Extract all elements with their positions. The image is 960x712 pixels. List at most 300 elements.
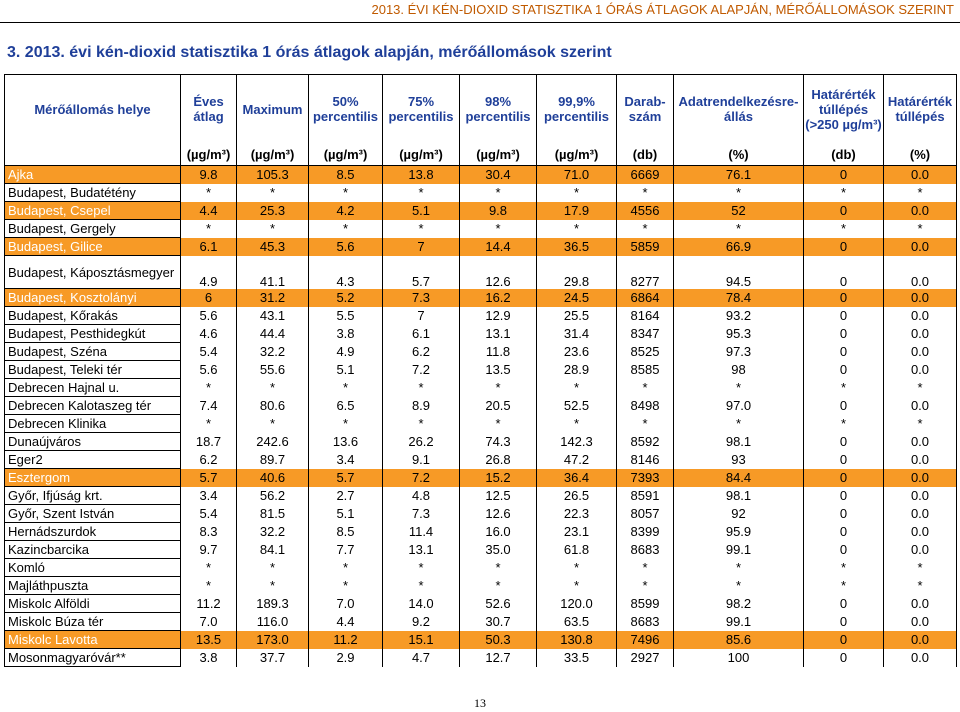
table-cell: 11.4 [383,523,460,541]
table-cell: 9.2 [383,613,460,631]
table-cell: * [237,220,309,238]
table-cell: 7.4 [181,397,237,415]
table-cell: 94.5 [674,256,804,289]
table-cell: 4.4 [181,202,237,220]
table-cell: * [617,184,674,202]
table-cell: 4.8 [383,487,460,505]
table-cell: 32.2 [237,343,309,361]
table-cell: 5.2 [309,289,383,307]
table-cell: 0 [804,433,884,451]
station-name: Budapest, Budatétény [5,184,181,202]
table-cell: * [309,415,383,433]
table-cell: 0.0 [884,256,957,289]
table-cell: 23.6 [537,343,617,361]
table-cell: 33.5 [537,649,617,667]
table-cell: 0 [804,469,884,487]
table-cell: 15.2 [460,469,537,487]
table-cell: * [309,577,383,595]
table-cell: 8683 [617,541,674,559]
table-cell: 7.7 [309,541,383,559]
table-cell: * [383,220,460,238]
table-cell: 7.3 [383,505,460,523]
table-cell: 5.1 [309,505,383,523]
table-cell: 8057 [617,505,674,523]
table-cell: 0.0 [884,631,957,649]
table-cell: * [537,577,617,595]
table-cell: 0 [804,307,884,325]
station-name: Majláthpuszta [5,577,181,595]
table-cell: 0 [804,256,884,289]
table-cell: 4.9 [309,343,383,361]
station-name: Mosonmagyaróvár** [5,649,181,667]
station-name: Budapest, Kőrakás [5,307,181,325]
table-cell: 85.6 [674,631,804,649]
table-cell: 50.3 [460,631,537,649]
table-cell: * [181,220,237,238]
table-row [5,649,957,667]
table-cell: 6.1 [181,238,237,256]
table-cell: 5.4 [181,343,237,361]
so2-statistics-table [4,74,957,667]
table-cell: * [181,379,237,397]
table-cell: 55.6 [237,361,309,379]
table-cell: 78.4 [674,289,804,307]
table-cell: 63.5 [537,613,617,631]
table-cell: 6.2 [181,451,237,469]
table-row [5,559,957,577]
table-cell: 8.5 [309,166,383,184]
station-name: Miskolc Lavotta [5,631,181,649]
table-cell: 95.9 [674,523,804,541]
table-cell: * [674,577,804,595]
table-cell: 9.8 [181,166,237,184]
table-cell: 0 [804,361,884,379]
table-cell: * [181,184,237,202]
table-cell: 0.0 [884,433,957,451]
table-cell: * [537,415,617,433]
table-cell: 5.1 [309,361,383,379]
table-row [5,202,957,220]
table-cell: 20.5 [460,397,537,415]
table-cell: 3.8 [181,649,237,667]
table-cell: 56.2 [237,487,309,505]
table-cell: 13.8 [383,166,460,184]
table-row [5,166,957,184]
station-name: Miskolc Búza tér [5,613,181,631]
table-cell: 5.7 [181,469,237,487]
table-cell: 0.0 [884,397,957,415]
table-cell: * [617,379,674,397]
table-cell: 0.0 [884,487,957,505]
table-cell: 47.2 [537,451,617,469]
table-cell: 36.4 [537,469,617,487]
table-cell: * [237,184,309,202]
table-cell: 2927 [617,649,674,667]
table-cell: 5.1 [383,202,460,220]
header-row-units [5,143,957,166]
table-cell: 0.0 [884,523,957,541]
table-cell: 84.4 [674,469,804,487]
table-cell: 7.0 [181,613,237,631]
col-header-p999: 99,9% percentilis [537,75,617,144]
table-cell: * [460,184,537,202]
table-cell: * [537,379,617,397]
table-cell: 130.8 [537,631,617,649]
table-cell: * [460,379,537,397]
table-cell: 0.0 [884,613,957,631]
table-cell: 81.5 [237,505,309,523]
table-row [5,451,957,469]
col-header-availability: Adatrendelkezésre-állás [674,75,804,144]
table-cell: 0.0 [884,202,957,220]
table-cell: 52.6 [460,595,537,613]
table-cell: 93.2 [674,307,804,325]
table-cell: 7393 [617,469,674,487]
table-cell: 8.5 [309,523,383,541]
station-name: Ajka [5,166,181,184]
table-cell: * [383,379,460,397]
table-cell: 12.7 [460,649,537,667]
table-cell: * [617,559,674,577]
station-name: Budapest, Kosztolányi [5,289,181,307]
table-cell: 8347 [617,325,674,343]
table-cell: 80.6 [237,397,309,415]
table-cell: 0 [804,631,884,649]
table-cell: 5.7 [309,469,383,487]
table-row [5,577,957,595]
table-row [5,505,957,523]
table-cell: * [884,577,957,595]
table-row [5,469,957,487]
table-cell: * [674,184,804,202]
station-name: Hernádszurdok [5,523,181,541]
table-cell: 6.1 [383,325,460,343]
table-cell: 120.0 [537,595,617,613]
header-row-labels [5,75,957,144]
table-cell: 8592 [617,433,674,451]
table-cell: * [237,559,309,577]
table-cell: 26.5 [537,487,617,505]
table-cell: 105.3 [237,166,309,184]
table-cell: 95.3 [674,325,804,343]
table-row [5,325,957,343]
table-cell: 0 [804,289,884,307]
table-cell: 25.3 [237,202,309,220]
table-cell: 0.0 [884,595,957,613]
col-header-maximum: Maximum [237,75,309,144]
station-name: Miskolc Alföldi [5,595,181,613]
table-cell: * [237,415,309,433]
table-row [5,184,957,202]
station-name: Budapest, Gergely [5,220,181,238]
table-row [5,220,957,238]
station-name: Budapest, Pesthidegkút [5,325,181,343]
table-cell: * [884,415,957,433]
table-cell: * [617,220,674,238]
table-cell: 0.0 [884,238,957,256]
table-cell: 12.9 [460,307,537,325]
table-cell: 6.5 [309,397,383,415]
table-cell: * [383,184,460,202]
table-cell: 13.6 [309,433,383,451]
table-cell: 52.5 [537,397,617,415]
table-cell: 26.2 [383,433,460,451]
station-name: Budapest, Káposztásmegyer [5,256,181,289]
table-cell: 4.6 [181,325,237,343]
table-cell: 15.1 [383,631,460,649]
table-cell: * [884,184,957,202]
station-name: Debrecen Kalotaszeg tér [5,397,181,415]
col-header-station: Mérőállomás helye [5,75,181,144]
table-cell: 3.4 [181,487,237,505]
table-cell: 5.6 [181,361,237,379]
col-header-p50: 50% percentilis [309,75,383,144]
table-cell: 0 [804,505,884,523]
table-cell: 8599 [617,595,674,613]
table-row [5,256,957,289]
unit-availability: (%) [674,143,804,166]
table-cell: * [383,559,460,577]
table-cell: 44.4 [237,325,309,343]
table-row [5,487,957,505]
page-number: 13 [474,696,486,710]
table-cell: * [383,415,460,433]
unit-p75: (µg/m³) [383,143,460,166]
station-name: Eger2 [5,451,181,469]
table-cell: 4.2 [309,202,383,220]
table-cell: 0 [804,202,884,220]
station-name: Budapest, Gilice [5,238,181,256]
table-cell: 3.4 [309,451,383,469]
table-cell: 0.0 [884,325,957,343]
table-cell: 17.9 [537,202,617,220]
table-cell: 12.6 [460,256,537,289]
table-cell: 93 [674,451,804,469]
table-cell: * [617,415,674,433]
table-cell: * [181,415,237,433]
table-cell: 4.7 [383,649,460,667]
station-name: Debrecen Klinika [5,415,181,433]
table-cell: 8585 [617,361,674,379]
col-header-exceedance-percent: Határérték túllépés [884,75,957,144]
table-cell: 98 [674,361,804,379]
table-cell: 7.0 [309,595,383,613]
table-cell: 98.1 [674,433,804,451]
col-header-p98: 98% percentilis [460,75,537,144]
table-cell: 0.0 [884,505,957,523]
table-cell: 0.0 [884,166,957,184]
table-cell: 26.8 [460,451,537,469]
table-cell: 0.0 [884,361,957,379]
table-cell: 0 [804,595,884,613]
table-cell: 74.3 [460,433,537,451]
table-cell: 71.0 [537,166,617,184]
table-cell: 30.7 [460,613,537,631]
table-cell: 5859 [617,238,674,256]
table-row [5,238,957,256]
table-cell: 28.9 [537,361,617,379]
unit-p999: (µg/m³) [537,143,617,166]
table-cell: * [460,577,537,595]
table-cell: 0.0 [884,451,957,469]
table-cell: 0 [804,613,884,631]
station-name: Kazincbarcika [5,541,181,559]
table-cell: 8683 [617,613,674,631]
table-cell: 0 [804,523,884,541]
station-name: Esztergom [5,469,181,487]
unit-exceedance-count: (db) [804,143,884,166]
table-cell: * [309,220,383,238]
table-cell: * [537,184,617,202]
table-cell: 7 [383,238,460,256]
table-cell: 116.0 [237,613,309,631]
table-cell: 41.1 [237,256,309,289]
table-cell: 7496 [617,631,674,649]
table-cell: * [674,559,804,577]
table-cell: * [537,220,617,238]
table-row [5,523,957,541]
table-cell: * [804,220,884,238]
table-cell: 0.0 [884,649,957,667]
table-cell: 4556 [617,202,674,220]
table-cell: * [804,184,884,202]
table-cell: * [181,577,237,595]
table-cell: 3.8 [309,325,383,343]
table-cell: * [804,559,884,577]
table-row [5,613,957,631]
table-cell: * [804,577,884,595]
station-name: Komló [5,559,181,577]
table-cell: 7 [383,307,460,325]
table-cell: * [309,184,383,202]
table-cell: 12.5 [460,487,537,505]
table-cell: 4.9 [181,256,237,289]
table-cell: 40.6 [237,469,309,487]
table-cell: 99.1 [674,541,804,559]
table-cell: 0 [804,541,884,559]
table-cell: * [460,559,537,577]
table-cell: 98.2 [674,595,804,613]
table-cell: 30.4 [460,166,537,184]
table-cell: 2.9 [309,649,383,667]
table-cell: 9.8 [460,202,537,220]
unit-station [5,143,181,166]
table-cell: 84.1 [237,541,309,559]
table-cell: * [674,220,804,238]
table-cell: 92 [674,505,804,523]
table-cell: 14.4 [460,238,537,256]
table-cell: 6669 [617,166,674,184]
table-cell: 7.3 [383,289,460,307]
table-cell: 8164 [617,307,674,325]
table-cell: 9.7 [181,541,237,559]
table-cell: 142.3 [537,433,617,451]
table-cell: * [383,577,460,595]
table-cell: * [884,379,957,397]
unit-p50: (µg/m³) [309,143,383,166]
table-row [5,343,957,361]
table-cell: 7.2 [383,361,460,379]
station-name: Budapest, Teleki tér [5,361,181,379]
table-row [5,433,957,451]
table-row [5,541,957,559]
table-cell: 11.2 [181,595,237,613]
table-cell: 242.6 [237,433,309,451]
table-cell: 7.2 [383,469,460,487]
table-cell: * [804,415,884,433]
table-cell: 76.1 [674,166,804,184]
table-cell: 0 [804,325,884,343]
document-title: 3. 2013. évi kén-dioxid statisztika 1 órás átlagok alapján, mérőállomások szerint [7,44,612,61]
table-cell: 24.5 [537,289,617,307]
table-cell: 8277 [617,256,674,289]
table-cell: * [617,577,674,595]
table-cell: 4.4 [309,613,383,631]
unit-exceedance-percent: (%) [884,143,957,166]
table-cell: 14.0 [383,595,460,613]
table-cell: 31.4 [537,325,617,343]
table-cell: 97.3 [674,343,804,361]
table-cell: 31.2 [237,289,309,307]
table-cell: 6864 [617,289,674,307]
table-row [5,307,957,325]
table-cell: 8.9 [383,397,460,415]
table-cell: * [884,559,957,577]
table-cell: 61.8 [537,541,617,559]
table-cell: * [309,379,383,397]
table-cell: 66.9 [674,238,804,256]
table-cell: 0 [804,451,884,469]
table-cell: * [237,577,309,595]
table-cell: * [804,379,884,397]
table-cell: 13.1 [460,325,537,343]
table-cell: 6 [181,289,237,307]
table-row [5,379,957,397]
table-cell: 25.5 [537,307,617,325]
table-cell: 23.1 [537,523,617,541]
table-cell: 5.5 [309,307,383,325]
table-cell: 0 [804,487,884,505]
table-cell: 8146 [617,451,674,469]
table-cell: 6.2 [383,343,460,361]
station-name: Győr, Ifjúság krt. [5,487,181,505]
table-cell: 8591 [617,487,674,505]
table-cell: 29.8 [537,256,617,289]
table-cell: 32.2 [237,523,309,541]
table-cell: 8498 [617,397,674,415]
table-cell: 0.0 [884,343,957,361]
unit-maximum: (µg/m³) [237,143,309,166]
table-cell: 12.6 [460,505,537,523]
table-cell: 173.0 [237,631,309,649]
table-row [5,631,957,649]
table-cell: * [884,220,957,238]
unit-count: (db) [617,143,674,166]
table-row [5,361,957,379]
unit-annual-mean: (µg/m³) [181,143,237,166]
table-cell: 8399 [617,523,674,541]
table-cell: * [309,559,383,577]
station-name: Debrecen Hajnal u. [5,379,181,397]
table-cell: 0 [804,166,884,184]
table-cell: 8525 [617,343,674,361]
table-cell: 16.0 [460,523,537,541]
table-cell: 11.2 [309,631,383,649]
station-name: Győr, Szent István [5,505,181,523]
table-cell: 43.1 [237,307,309,325]
table-row [5,289,957,307]
table-cell: 189.3 [237,595,309,613]
